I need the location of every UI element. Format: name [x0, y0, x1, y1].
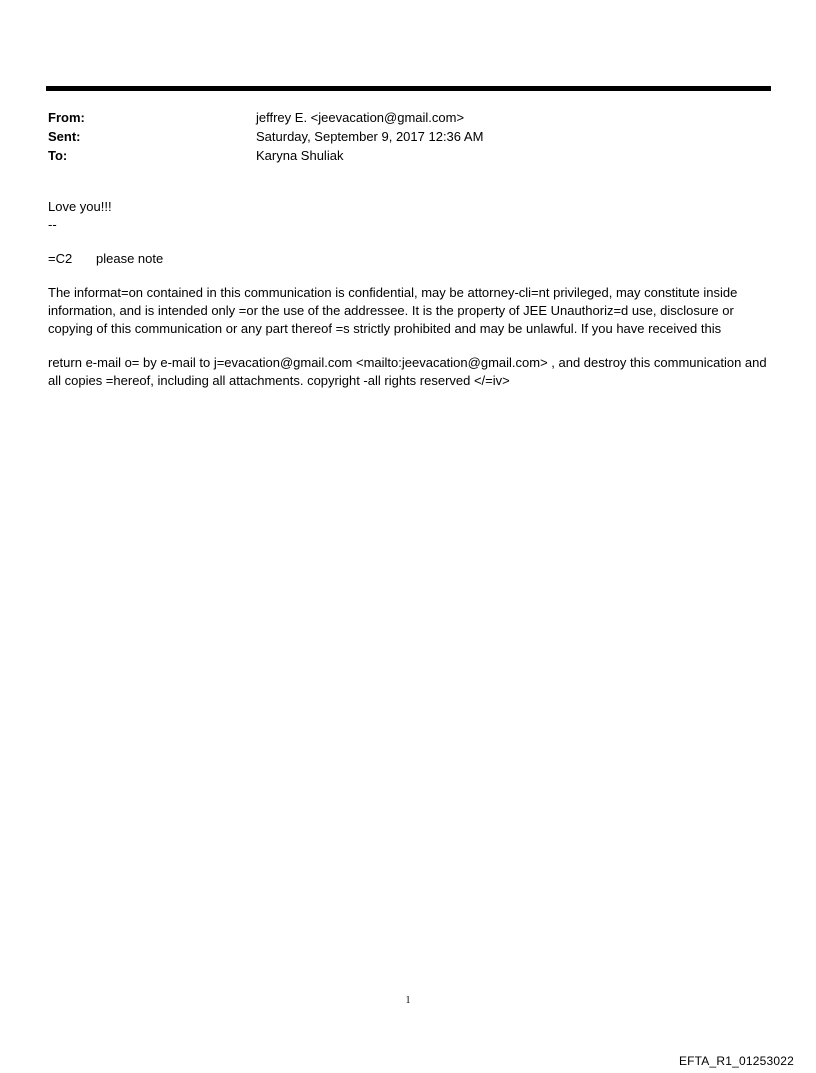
- confidentiality-paragraph: The informat=on contained in this communication is confidential, may be attorney-cli=nt privileged, may constitute inside information, and is intended only =or the use of the addressee. It is the property of JEE Unauthoriz=d use, disclosure or copying of this communication or any part thereof =s strictly prohibited and may be unlawful. If you have received this: [48, 285, 738, 336]
- return-paragraph: return e-mail o= by e-mail to j=evacation@gmail.com <mailto:jeevacation@gmail.com> , and destroy this communication and all copies =hereof, including all attachments. copyright -all rights reserved </=iv>: [48, 355, 767, 388]
- to-label: To:: [48, 148, 68, 163]
- to-value: Karyna Shuliak: [256, 148, 344, 163]
- to-row: [48, 146, 748, 165]
- sent-label: Sent:: [48, 129, 81, 144]
- email-body: [48, 198, 768, 390]
- signature-separator: --: [48, 217, 57, 232]
- note-text: please note: [96, 251, 164, 266]
- note-code: =C2: [48, 251, 73, 266]
- from-value: jeffrey E. <jeevacation@gmail.com>: [256, 110, 465, 125]
- sent-row: [48, 127, 748, 146]
- header-divider-rule: [46, 86, 771, 91]
- from-row: [48, 108, 748, 127]
- sent-value: Saturday, September 9, 2017 12:36 AM: [256, 129, 484, 144]
- bates-number: EFTA_R1_01253022: [678, 1054, 794, 1068]
- spacer: [48, 338, 768, 354]
- email-header: [48, 108, 748, 165]
- greeting-line: Love you!!!: [48, 199, 112, 214]
- spacer: [48, 234, 768, 250]
- note-line: [48, 250, 768, 268]
- from-label: From:: [48, 110, 85, 125]
- spacer: [48, 268, 768, 284]
- page-number: 1: [405, 995, 411, 1006]
